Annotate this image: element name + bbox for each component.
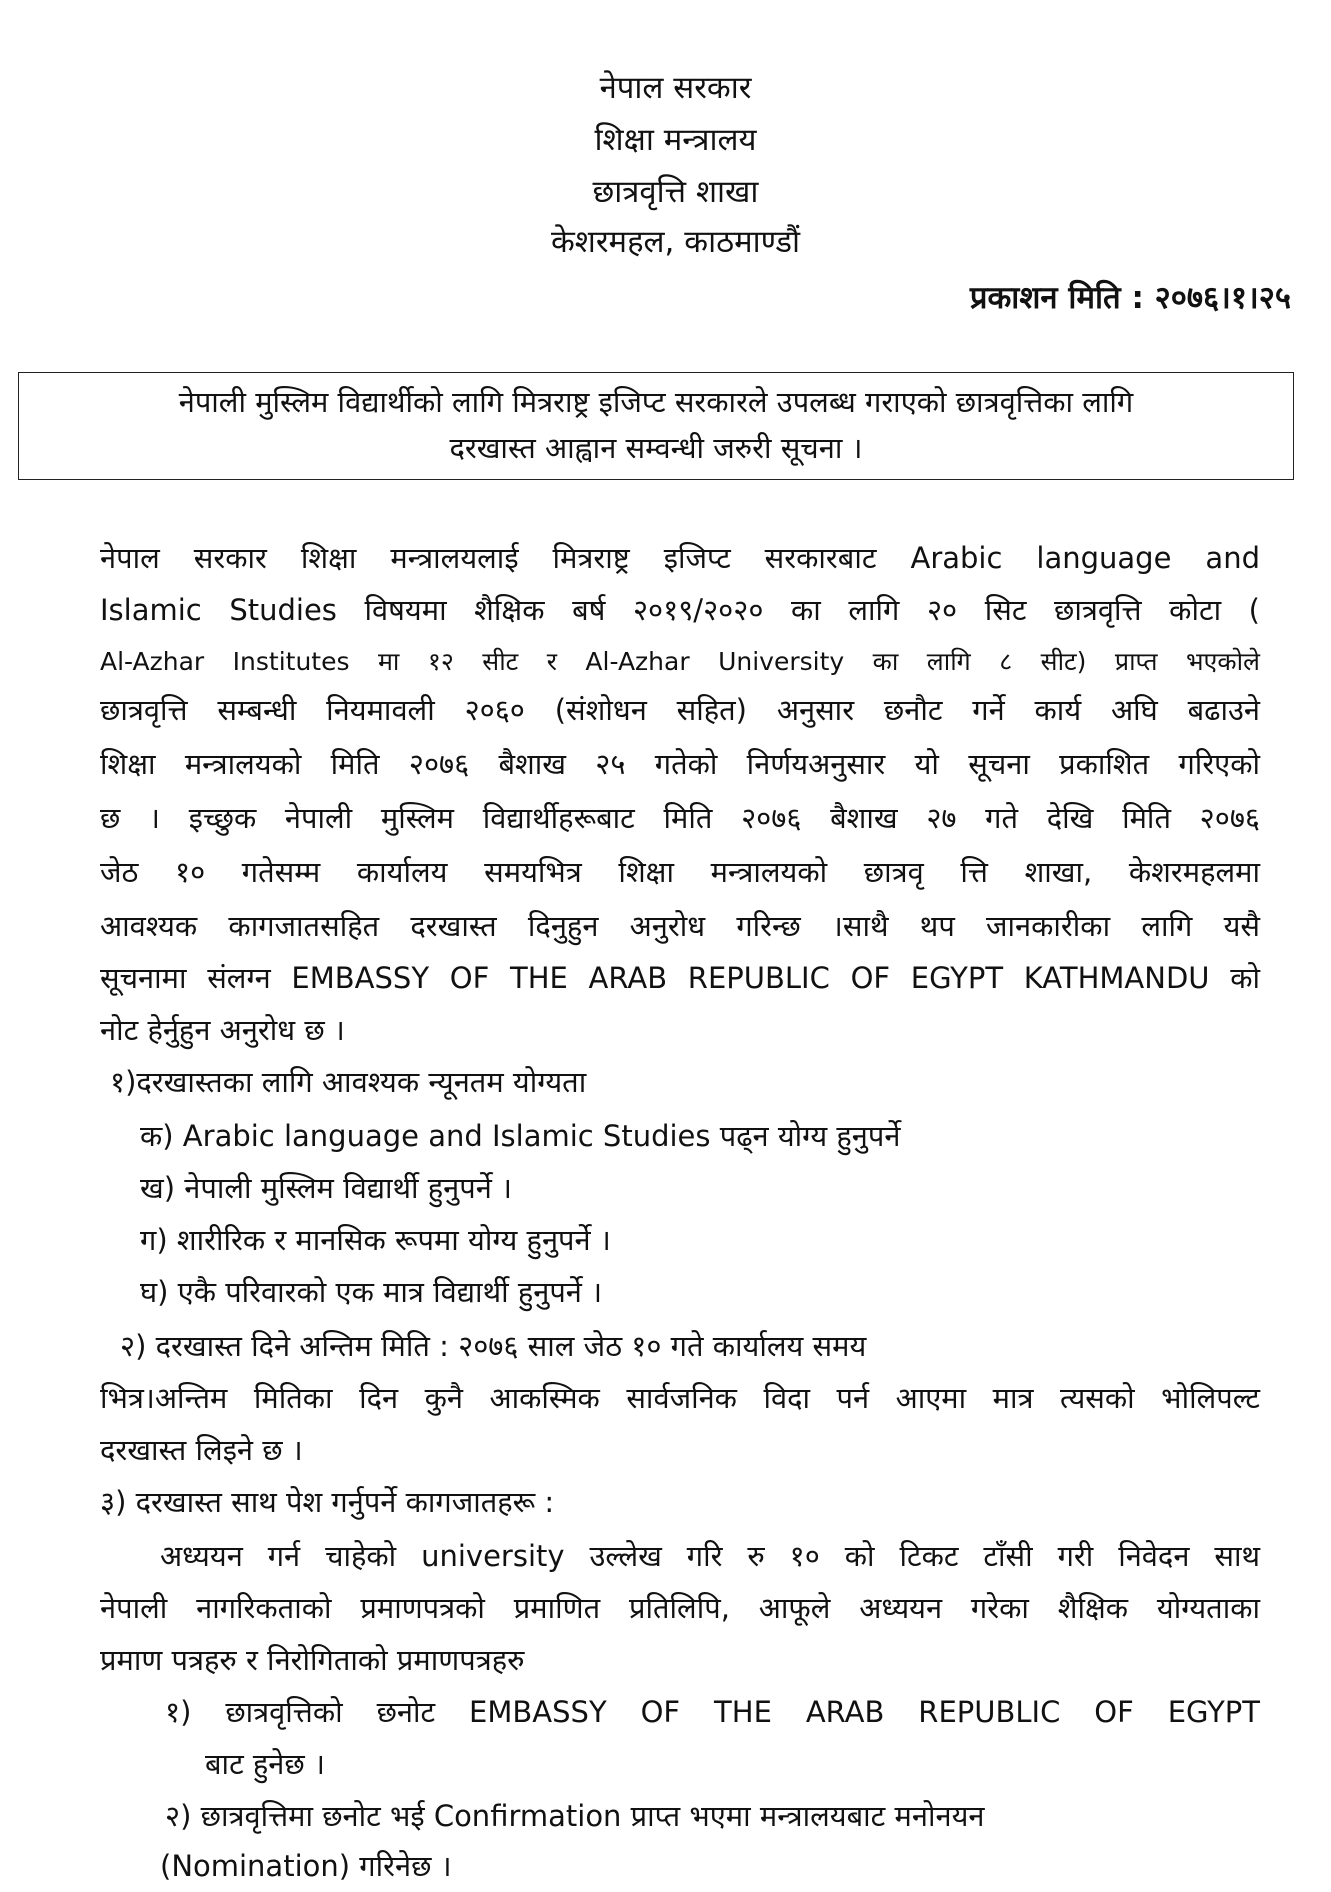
section3-para-line-1: अध्ययन गर्न चाहेको university उल्लेख गरि रु १० को टिकट टाँसी गरी निवेदन साथ	[160, 1539, 1260, 1573]
section1-item: क) Arabic language and Islamic Studies पढ्न योग्य हुनुपर्ने	[140, 1119, 901, 1153]
header-section: छात्रवृत्ति शाखा	[592, 174, 759, 210]
subject-box	[18, 372, 1294, 480]
body-line: छात्रवृत्ति सम्बन्धी नियमावली २०६० (संशोधन सहित) अनुसार छनौट गर्ने कार्य अघि बढाउने	[100, 693, 1260, 727]
body-line: नेपाल सरकार शिक्षा मन्त्रालयलाई मित्रराष्ट्र इजिप्ट सरकारबाट Arabic language and	[100, 541, 1260, 575]
section1-item: घ) एकै परिवारको एक मात्र विद्यार्थी हुनुपर्ने ।	[140, 1275, 603, 1309]
section2-line-1: २) दरखास्त दिने अन्तिम मिति : २०७६ साल जेठ १० गते कार्यालय समय	[120, 1329, 867, 1363]
section3-item-2-line-2: (Nomination) गरिनेछ ।	[160, 1849, 452, 1883]
section3-item-1-line-1: १) छात्रवृत्तिको छनोट EMBASSY OF THE ARAB REPUBLIC OF EGYPT	[165, 1695, 1260, 1729]
subject-line-2: दरखास्त आह्वान सम्वन्धी जरुरी सूचना ।	[449, 431, 863, 465]
section2-line-2: भित्र।अन्तिम मितिका दिन कुनै आकस्मिक सार्वजनिक विदा पर्न आएमा मात्र त्यसको भोलिपल्ट	[100, 1381, 1260, 1415]
publish-date: प्रकाशन मिति : २०७६।१।२५	[969, 280, 1291, 316]
header-government: नेपाल सरकार	[599, 70, 752, 106]
section2-line-3: दरखास्त लिइने छ ।	[100, 1433, 303, 1467]
subject-line-1: नेपाली मुस्लिम विद्यार्थीको लागि मित्रराष्ट्र इजिप्ट सरकारले उपलब्ध गराएको छात्रवृत्तिका लागि	[178, 385, 1134, 419]
header-ministry: शिक्षा मन्त्रालय	[594, 122, 757, 158]
body-line: जेठ १० गतेसम्म कार्यालय समयभित्र शिक्षा मन्त्रालयको छात्रवृ त्ति शाखा, केशरमहलमा	[100, 855, 1260, 889]
body-line: सूचनामा संलग्न EMBASSY OF THE ARAB REPUBLIC OF EGYPT KATHMANDU को	[100, 961, 1260, 995]
body-line: Al-Azhar Institutes मा १२ सीट र Al-Azhar University का लागि ८ सीट) प्राप्त भएकोले	[100, 647, 1260, 676]
section3-title: ३) दरखास्त साथ पेश गर्नुपर्ने कागजातहरू :	[100, 1485, 555, 1519]
section3-item-2-line-1: २) छात्रवृत्तिमा छनोट भई Confirmation प्राप्त भएमा मन्त्रालयबाट मनोनयन	[165, 1799, 985, 1833]
body-line: छ । इच्छुक नेपाली मुस्लिम विद्यार्थीहरूबाट मिति २०७६ बैशाख २७ गते देखि मिति २०७६	[100, 801, 1260, 835]
section1-item: ग) शारीरिक र मानसिक रूपमा योग्य हुनुपर्ने ।	[140, 1223, 611, 1257]
header-address: केशरमहल, काठमाण्डौं	[550, 224, 801, 260]
section1-item: ख) नेपाली मुस्लिम विद्यार्थी हुनुपर्ने ।	[140, 1171, 513, 1205]
section1-title: १)दरखास्तका लागि आवश्यक न्यूनतम योग्यता	[110, 1065, 587, 1099]
body-line: शिक्षा मन्त्रालयको मिति २०७६ बैशाख २५ गतेको निर्णयअनुसार यो सूचना प्रकाशित गरिएको	[100, 747, 1260, 781]
section3-para-line-2: नेपाली नागरिकताको प्रमाणपत्रको प्रमाणित प्रतिलिपि, आफूले अध्ययन गरेका शैक्षिक योग्यताका	[100, 1591, 1260, 1625]
section3-para-line-3: प्रमाण पत्रहरु र निरोगिताको प्रमाणपत्रहरु	[100, 1643, 525, 1677]
body-line: आवश्यक कागजातसहित दरखास्त दिनुहुन अनुरोध गरिन्छ ।साथै थप जानकारीका लागि यसै	[100, 909, 1260, 943]
body-line: नोट हेर्नुहुन अनुरोध छ ।	[100, 1013, 345, 1047]
body-line: Islamic Studies विषयमा शैक्षिक बर्ष २०१९/२०२० का लागि २० सिट छात्रवृत्ति कोटा (	[100, 593, 1260, 627]
section3-item-1-line-2: बाट हुनेछ ।	[205, 1747, 325, 1781]
